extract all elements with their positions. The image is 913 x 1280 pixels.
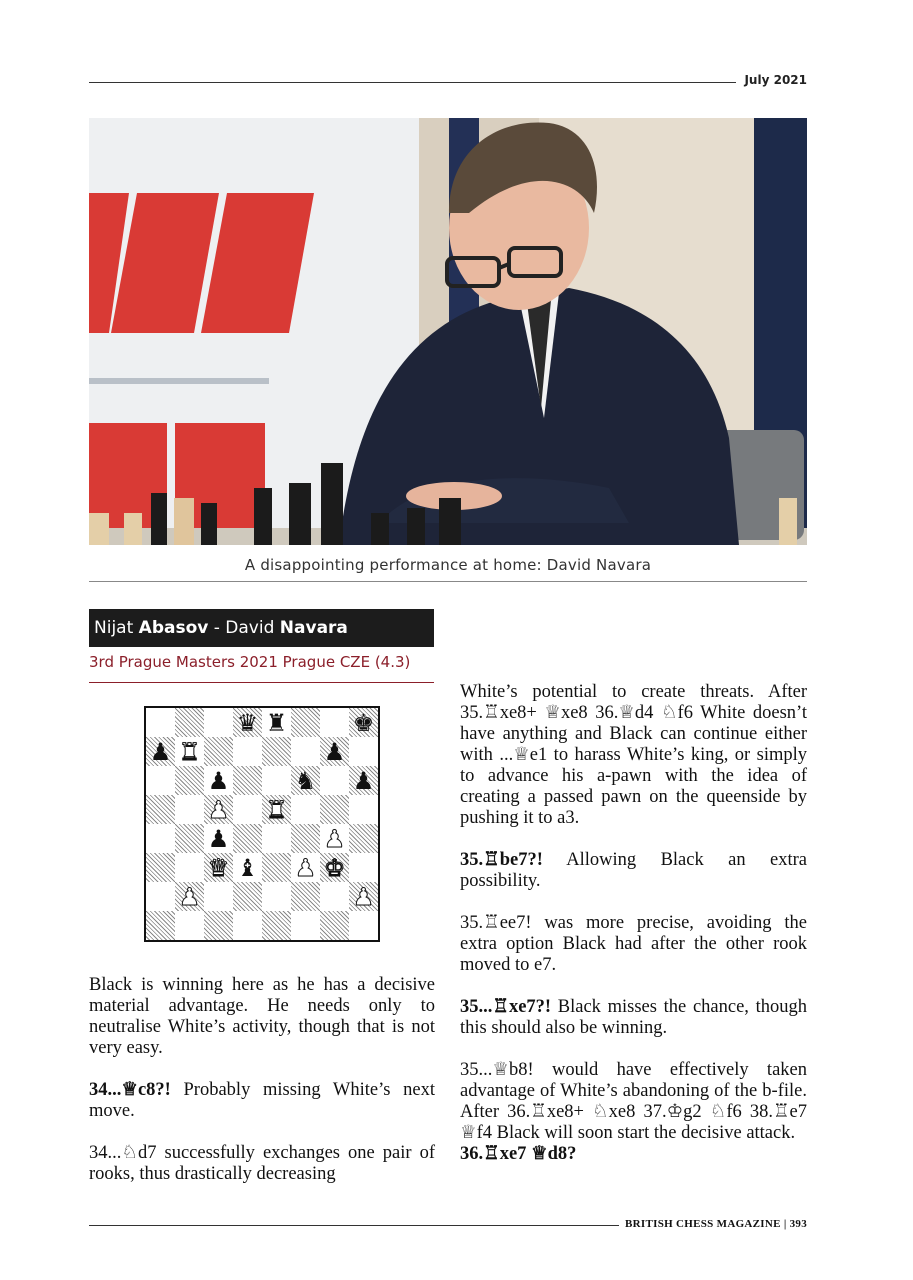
right-paragraph-2 [460, 850, 807, 892]
white-p-piece: ♟ [207, 795, 230, 824]
square-d1 [233, 911, 262, 940]
square-g1 [320, 911, 349, 940]
square-e5 [262, 795, 291, 824]
black-r-piece: ♜ [265, 708, 288, 737]
square-d6 [233, 766, 262, 795]
square-e2 [262, 882, 291, 911]
square-h5 [349, 795, 378, 824]
square-g6 [320, 766, 349, 795]
left-paragraph-2-text: Probably missing White’s next move. [89, 1080, 435, 1121]
white-q-piece: ♛ [207, 853, 230, 882]
event-line: 3rd Prague Masters 2021 Prague CZE (4.3) [89, 653, 411, 671]
square-g2 [320, 882, 349, 911]
square-e3 [262, 853, 291, 882]
right-paragraph-4-text: Black misses the chance, though this should also be winning. [460, 997, 807, 1038]
white-r-piece: ♜ [265, 795, 288, 824]
black-n-piece: ♞ [294, 766, 317, 795]
square-g3 [320, 853, 349, 882]
right-paragraph-1: White’s potential to create threats. After 35.♖xe8+ ♕xe8 36.♕d4 ♘f6 White doesn’t have anything and Black can continue either with ...♕e1 to harass White’s king, or simply to advance his a-pawn with the idea of creating a passed pawn on the queenside by pushing it to a3. [460, 682, 807, 828]
left-paragraph-3: 34...♘d7 successfully exchanges one pair of rooks, thus drastically decreasing [89, 1143, 435, 1184]
black-p-piece: ♟ [323, 737, 346, 766]
black-p-piece: ♟ [149, 737, 172, 766]
square-a2 [146, 882, 175, 911]
square-e8 [262, 708, 291, 737]
move-35-white: 35.♖be7?! [460, 850, 543, 870]
event-rule [89, 682, 434, 683]
square-f2 [291, 882, 320, 911]
square-e7 [262, 737, 291, 766]
square-c5 [204, 795, 233, 824]
white-first-name: Nijat [94, 618, 139, 638]
square-g5 [320, 795, 349, 824]
square-a6 [146, 766, 175, 795]
square-h1 [349, 911, 378, 940]
square-d4 [233, 824, 262, 853]
black-k-piece: ♚ [352, 708, 375, 737]
square-h6 [349, 766, 378, 795]
black-p-piece: ♟ [207, 824, 230, 853]
black-p-piece: ♟ [352, 766, 375, 795]
black-last-name: Navara [279, 618, 348, 638]
square-d7 [233, 737, 262, 766]
black-first-name: David [225, 618, 280, 638]
square-a4 [146, 824, 175, 853]
square-b7 [175, 737, 204, 766]
caption-rule [89, 581, 807, 582]
square-e1 [262, 911, 291, 940]
square-a5 [146, 795, 175, 824]
photo-caption: A disappointing performance at home: David Navara [244, 556, 652, 574]
issue-date: July 2021 [736, 73, 807, 87]
game-header [89, 609, 434, 647]
square-b8 [175, 708, 204, 737]
square-f6 [291, 766, 320, 795]
move-36: 36.♖xe7 ♕d8? [460, 1144, 577, 1164]
square-c7 [204, 737, 233, 766]
white-k-piece: ♚ [323, 853, 346, 882]
square-c4 [204, 824, 233, 853]
square-a7 [146, 737, 175, 766]
left-paragraph-1: Black is winning here as he has a decisive material advantage. He needs only to neutralise White’s activity, though that is not very easy. [89, 975, 435, 1058]
square-d3 [233, 853, 262, 882]
square-f1 [291, 911, 320, 940]
white-r-piece: ♜ [178, 737, 201, 766]
square-e4 [262, 824, 291, 853]
square-d2 [233, 882, 262, 911]
square-f4 [291, 824, 320, 853]
square-h3 [349, 853, 378, 882]
square-b1 [175, 911, 204, 940]
square-a3 [146, 853, 175, 882]
square-c2 [204, 882, 233, 911]
right-paragraph-3: 35.♖ee7! was more precise, avoiding the extra option Black had after the other rook moved to e7. [460, 913, 807, 975]
move-34-black: 34...♕c8?! [89, 1080, 171, 1100]
move-35-black: 35...♖xe7?! [460, 997, 552, 1017]
square-h7 [349, 737, 378, 766]
left-paragraph-2 [89, 1080, 435, 1122]
square-g4 [320, 824, 349, 853]
square-g8 [320, 708, 349, 737]
white-p-piece: ♟ [323, 824, 346, 853]
square-h4 [349, 824, 378, 853]
chess-diagram [144, 706, 380, 942]
white-last-name: Abasov [138, 618, 209, 638]
square-b3 [175, 853, 204, 882]
square-a8 [146, 708, 175, 737]
square-b6 [175, 766, 204, 795]
square-h2 [349, 882, 378, 911]
right-paragraph-4 [460, 997, 807, 1039]
square-e6 [262, 766, 291, 795]
right-paragraph-2-text: Allowing Black an extra possibility. [460, 850, 807, 891]
square-c6 [204, 766, 233, 795]
right-paragraph-6 [460, 1144, 807, 1165]
square-h8 [349, 708, 378, 737]
square-d5 [233, 795, 262, 824]
article-photo [89, 118, 807, 545]
black-p-piece: ♟ [207, 766, 230, 795]
square-c1 [204, 911, 233, 940]
left-column [89, 975, 435, 1206]
square-f3 [291, 853, 320, 882]
square-b2 [175, 882, 204, 911]
right-paragraph-5: 35...♕b8! would have effectively taken advantage of White’s abandoning of the b-file. After 36.♖xe8+ ♘xe8 37.♔g2 ♘f6 38.♖e7 ♕f4 Black will soon start the decisive attack. [460, 1060, 807, 1143]
black-q-piece: ♛ [236, 708, 259, 737]
players-separator: - [208, 618, 226, 638]
black-b-piece: ♝ [236, 853, 259, 882]
square-c8 [204, 708, 233, 737]
footer-label: BRITISH CHESS MAGAZINE | 393 [619, 1218, 807, 1230]
square-g7 [320, 737, 349, 766]
square-f8 [291, 708, 320, 737]
white-p-piece: ♟ [352, 882, 375, 911]
square-a1 [146, 911, 175, 940]
square-f5 [291, 795, 320, 824]
square-d8 [233, 708, 262, 737]
square-b4 [175, 824, 204, 853]
header-rule [89, 82, 807, 83]
right-column [460, 682, 807, 1186]
white-p-piece: ♟ [178, 882, 201, 911]
white-p-piece: ♟ [294, 853, 317, 882]
square-c3 [204, 853, 233, 882]
square-b5 [175, 795, 204, 824]
square-f7 [291, 737, 320, 766]
